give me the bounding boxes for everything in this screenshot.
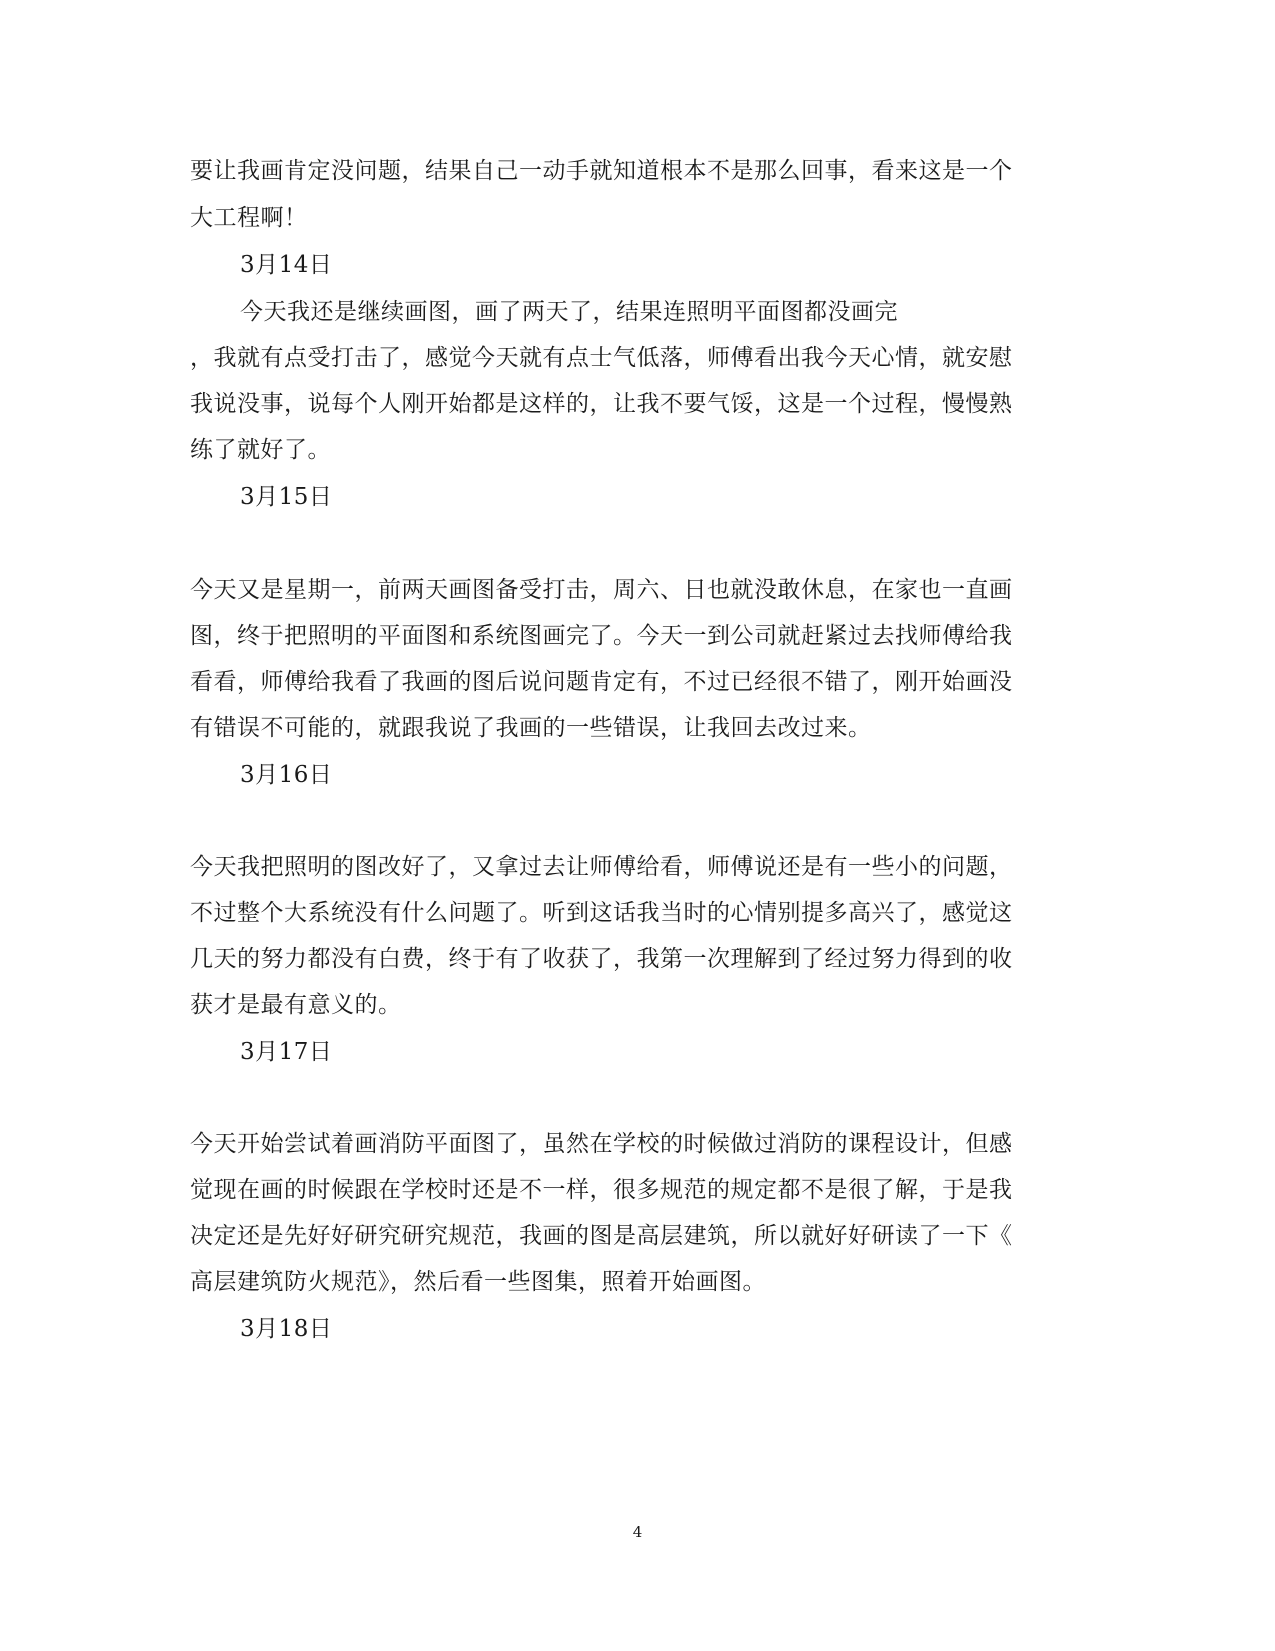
text-line: 图，终于把照明的平面图和系统图画完了。今天一到公司就赶紧过去找师傅给我 [190,623,1013,649]
text-line: 今天开始尝试着画消防平面图了，虽然在学校的时候做过消防的课程设计，但感 [190,1131,1013,1157]
text-line: 决定还是先好好研究研究规范，我画的图是高层建筑，所以就好好研读了一下《 [190,1223,1013,1249]
text-line: 高层建筑防火规范》，然后看一些图集，照着开始画图。 [190,1269,766,1295]
text-line: ，我就有点受打击了，感觉今天就有点士气低落，师傅看出我今天心情，就安慰 [190,345,1013,371]
date-heading: 3月15日 [240,484,333,510]
text-line: 今天我把照明的图改好了，又拿过去让师傅给看，师傅说还是有一些小的问题， [190,854,1013,880]
text-line: 获才是最有意义的。 [190,992,402,1018]
text-line: 有错误不可能的，就跟我说了我画的一些错误，让我回去改过来。 [190,715,872,741]
text-line: 练了就好了。 [190,437,331,463]
page-number: 4 [632,1523,643,1541]
text-line: 我说没事，说每个人刚开始都是这样的，让我不要气馁，这是一个过程，慢慢熟 [190,391,1013,417]
date-heading: 3月18日 [240,1316,333,1342]
text-line: 大工程啊！ [190,205,308,231]
text-line: 今天我还是继续画图，画了两天了，结果连照明平面图都没画完 [240,299,898,325]
text-line: 要让我画肯定没问题，结果自己一动手就知道根本不是那么回事，看来这是一个 [190,158,1013,184]
text-line: 不过整个大系统没有什么问题了。听到这话我当时的心情别提多高兴了，感觉这 [190,900,1013,926]
text-line: 觉现在画的时候跟在学校时还是不一样，很多规范的规定都不是很了解，于是我 [190,1177,1013,1203]
date-heading: 3月14日 [240,252,333,278]
text-line: 看看，师傅给我看了我画的图后说问题肯定有，不过已经很不错了，刚开始画没 [190,669,1013,695]
date-heading: 3月17日 [240,1039,333,1065]
date-heading: 3月16日 [240,762,333,788]
text-line: 几天的努力都没有白费，终于有了收获了，我第一次理解到了经过努力得到的收 [190,946,1013,972]
text-line: 今天又是星期一，前两天画图备受打击，周六、日也就没敢休息，在家也一直画 [190,577,1013,603]
